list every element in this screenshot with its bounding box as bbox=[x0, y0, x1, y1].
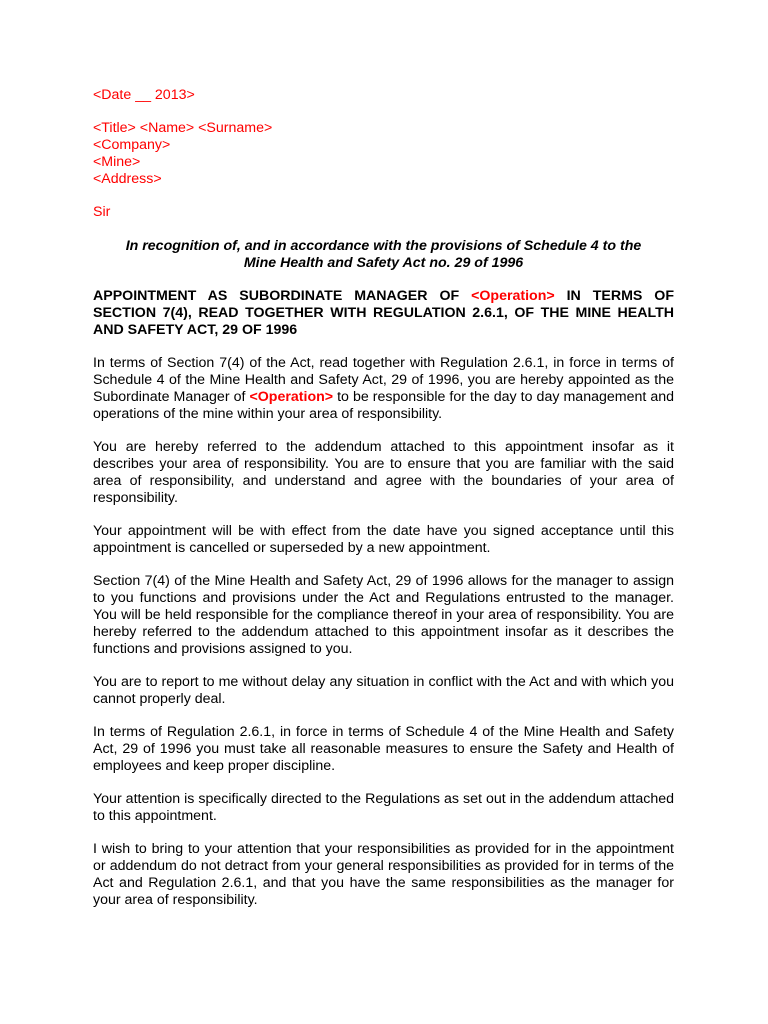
date-placeholder bbox=[93, 87, 674, 104]
appointment-heading bbox=[93, 288, 674, 339]
recipient-address: <Address> bbox=[93, 171, 162, 187]
recipient-block bbox=[93, 120, 674, 188]
paragraph-effective-date: Your appointment will be with effect from the date have you signed acceptance until this appointment is cancelled or superseded by a new appointment. bbox=[93, 523, 674, 556]
recipient-name-line: <Title> <Name> <Surname> bbox=[93, 120, 273, 136]
paragraph-regulations-addendum: Your attention is specifically directed to the Regulations as set out in the addendum attached to this appointment. bbox=[93, 791, 674, 824]
paragraph-area-of-responsibility: You are hereby referred to the addendum attached to this appointment insofar as it describes your area of responsibility. You are to ensure that you are familiar with the said area of responsibility, and understand and agree with the boundaries of your area of responsibility. bbox=[93, 439, 674, 506]
para1-part-2: to be responsible for the day to day management and operations of the mine within your area of responsibility. bbox=[93, 389, 675, 422]
salutation: Sir bbox=[93, 204, 111, 220]
letter-page bbox=[93, 87, 674, 909]
paragraph-appointment bbox=[93, 355, 674, 423]
heading-part-2: IN TERMS OF SECTION 7(4), READ TOGETHER WITH REGULATION 2.6.1, OF THE MINE HEALTH AND SAFETY ACT, 29 OF 1996 bbox=[93, 288, 674, 338]
date-text: <Date __ 2013> bbox=[93, 87, 195, 103]
paragraph-general-responsibilities: I wish to bring to your attention that your responsibilities as provided for in the appointment or addendum do not detract from your general responsibilities as provided for in terms of the Act and Regulation 2.6.1, and that you have the same responsibilities as the manager for your area of responsibility. bbox=[93, 841, 674, 908]
para1-operation-placeholder: <Operation> bbox=[249, 389, 334, 405]
intro-line-2: Mine Health and Safety Act no. 29 of 1996 bbox=[243, 255, 524, 271]
recipient-company: <Company> bbox=[93, 137, 171, 153]
intro-line-1: In recognition of, and in accordance with the provisions of Schedule 4 to the bbox=[125, 238, 642, 254]
para1-part-1: In terms of Section 7(4) of the Act, read together with Regulation 2.6.1, in force in terms of Schedule 4 of the Mine Health and Safety Act, 29 of 1996, you are hereby appointed as the Subordinate Manager of bbox=[93, 355, 674, 405]
paragraph-regulation-2-6-1: In terms of Regulation 2.6.1, in force in terms of Schedule 4 of the Mine Health and Safety Act, 29 of 1996 you must take all reasonable measures to ensure the Safety and Health of employees and keep proper discipline. bbox=[93, 724, 674, 774]
paragraph-section-7-4: Section 7(4) of the Mine Health and Safety Act, 29 of 1996 allows for the manager to assign to you functions and provisions under the Act and Regulations entrusted to the manager. You will be held responsible for the compliance thereof in your area of responsibility. You are hereby referred to the addendum attached to this appointment insofar as it describes the functions and provisions assigned to you. bbox=[93, 573, 674, 657]
recipient-mine: <Mine> bbox=[93, 154, 141, 170]
heading-operation-placeholder: <Operation> bbox=[471, 288, 555, 304]
heading-part-1: APPOINTMENT AS SUBORDINATE MANAGER OF bbox=[93, 288, 472, 304]
paragraph-report-conflicts: You are to report to me without delay any situation in conflict with the Act and with which you cannot properly deal. bbox=[93, 674, 674, 707]
intro-statement bbox=[93, 238, 674, 272]
